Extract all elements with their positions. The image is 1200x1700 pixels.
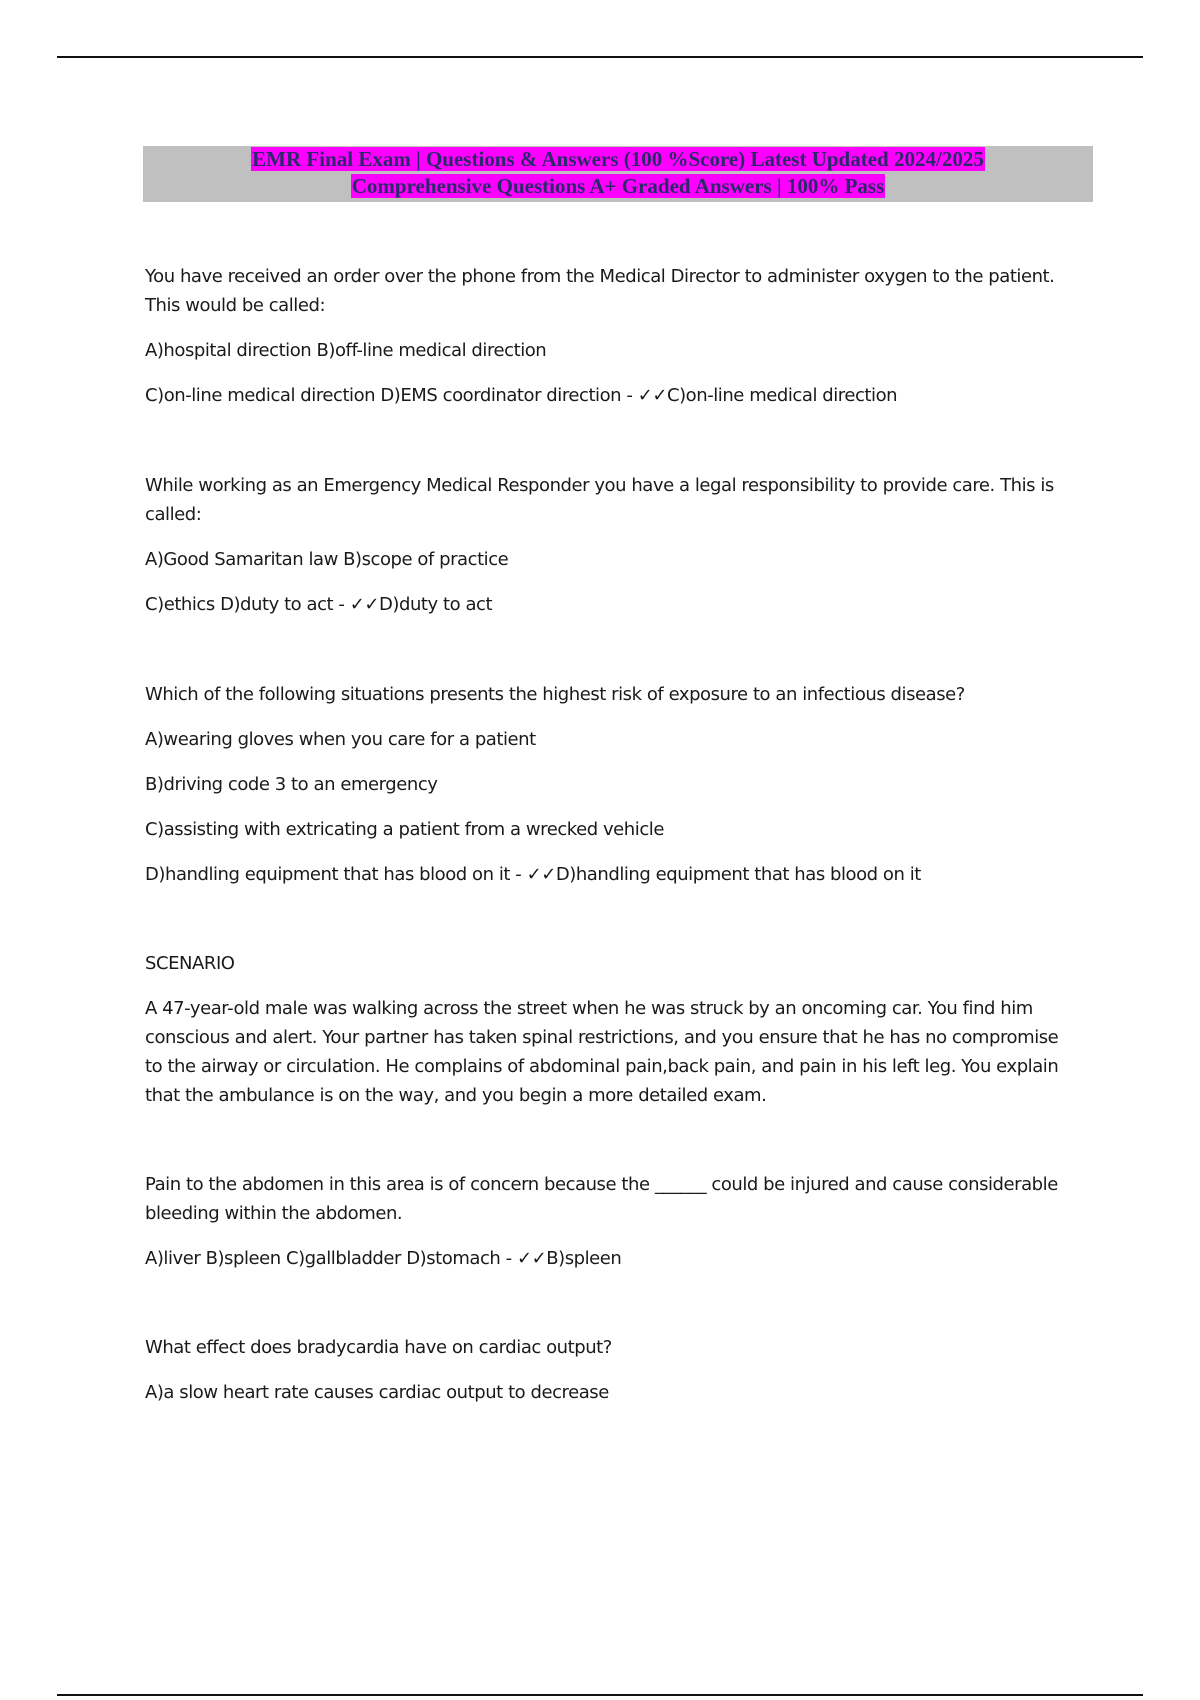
- question-3-option-d: D)handling equipment that has blood on it - ✓✓D)handling equipment that has blood on it: [145, 864, 921, 885]
- top-rule: [57, 56, 1143, 58]
- question-3-option-c: C)assisting with extricating a patient from a wrecked vehicle: [145, 819, 664, 840]
- title-line-2: Comprehensive Questions A+ Graded Answers | 100% Pass: [351, 174, 885, 198]
- question-2-options-line-1: A)Good Samaritan law B)scope of practice: [145, 549, 509, 570]
- question-2-options-line-2: C)ethics D)duty to act - ✓✓D)duty to act: [145, 594, 493, 615]
- question-2-stem: While working as an Emergency Medical Responder you have a legal responsibility to provide care. This is called:: [145, 475, 1054, 525]
- question-3-option-a: A)wearing gloves when you care for a patient: [145, 729, 536, 750]
- document-title-banner: [143, 146, 1093, 202]
- bottom-rule: [57, 1694, 1143, 1696]
- question-1-options-line-1: A)hospital direction B)off-line medical direction: [145, 340, 547, 361]
- scenario-text: A 47-year-old male was walking across the street when he was struck by an oncoming car. You find him conscious and alert. Your partner has taken spinal restrictions, and you ensure that he has no compromise to the airway or circulation. He complains of abdominal pain,back pain, and pain in his left leg. You explain that the ambulance is on the way, and you begin a more detailed exam.: [145, 998, 1059, 1106]
- question-3-stem: Which of the following situations presents the highest risk of exposure to an infectious disease?: [145, 684, 965, 705]
- title-line-1: EMR Final Exam | Questions & Answers (100 %Score) Latest Updated 2024/2025: [252, 147, 984, 171]
- scenario-heading: SCENARIO: [145, 953, 235, 974]
- question-5-option-a: A)a slow heart rate causes cardiac output to decrease: [145, 1382, 609, 1403]
- question-1-stem: You have received an order over the phone from the Medical Director to administer oxygen to the patient. This would be called:: [145, 266, 1055, 316]
- question-1-options-line-2: C)on-line medical direction D)EMS coordinator direction - ✓✓C)on-line medical direction: [145, 385, 898, 406]
- question-4-options: A)liver B)spleen C)gallbladder D)stomach - ✓✓B)spleen: [145, 1248, 622, 1269]
- question-3-option-b: B)driving code 3 to an emergency: [145, 774, 438, 795]
- question-5-stem: What effect does bradycardia have on cardiac output?: [145, 1337, 612, 1358]
- question-4-stem: Pain to the abdomen in this area is of concern because the ______ could be injured and cause considerable bleeding within the abdomen.: [145, 1174, 1058, 1224]
- document-body: [145, 262, 1080, 1423]
